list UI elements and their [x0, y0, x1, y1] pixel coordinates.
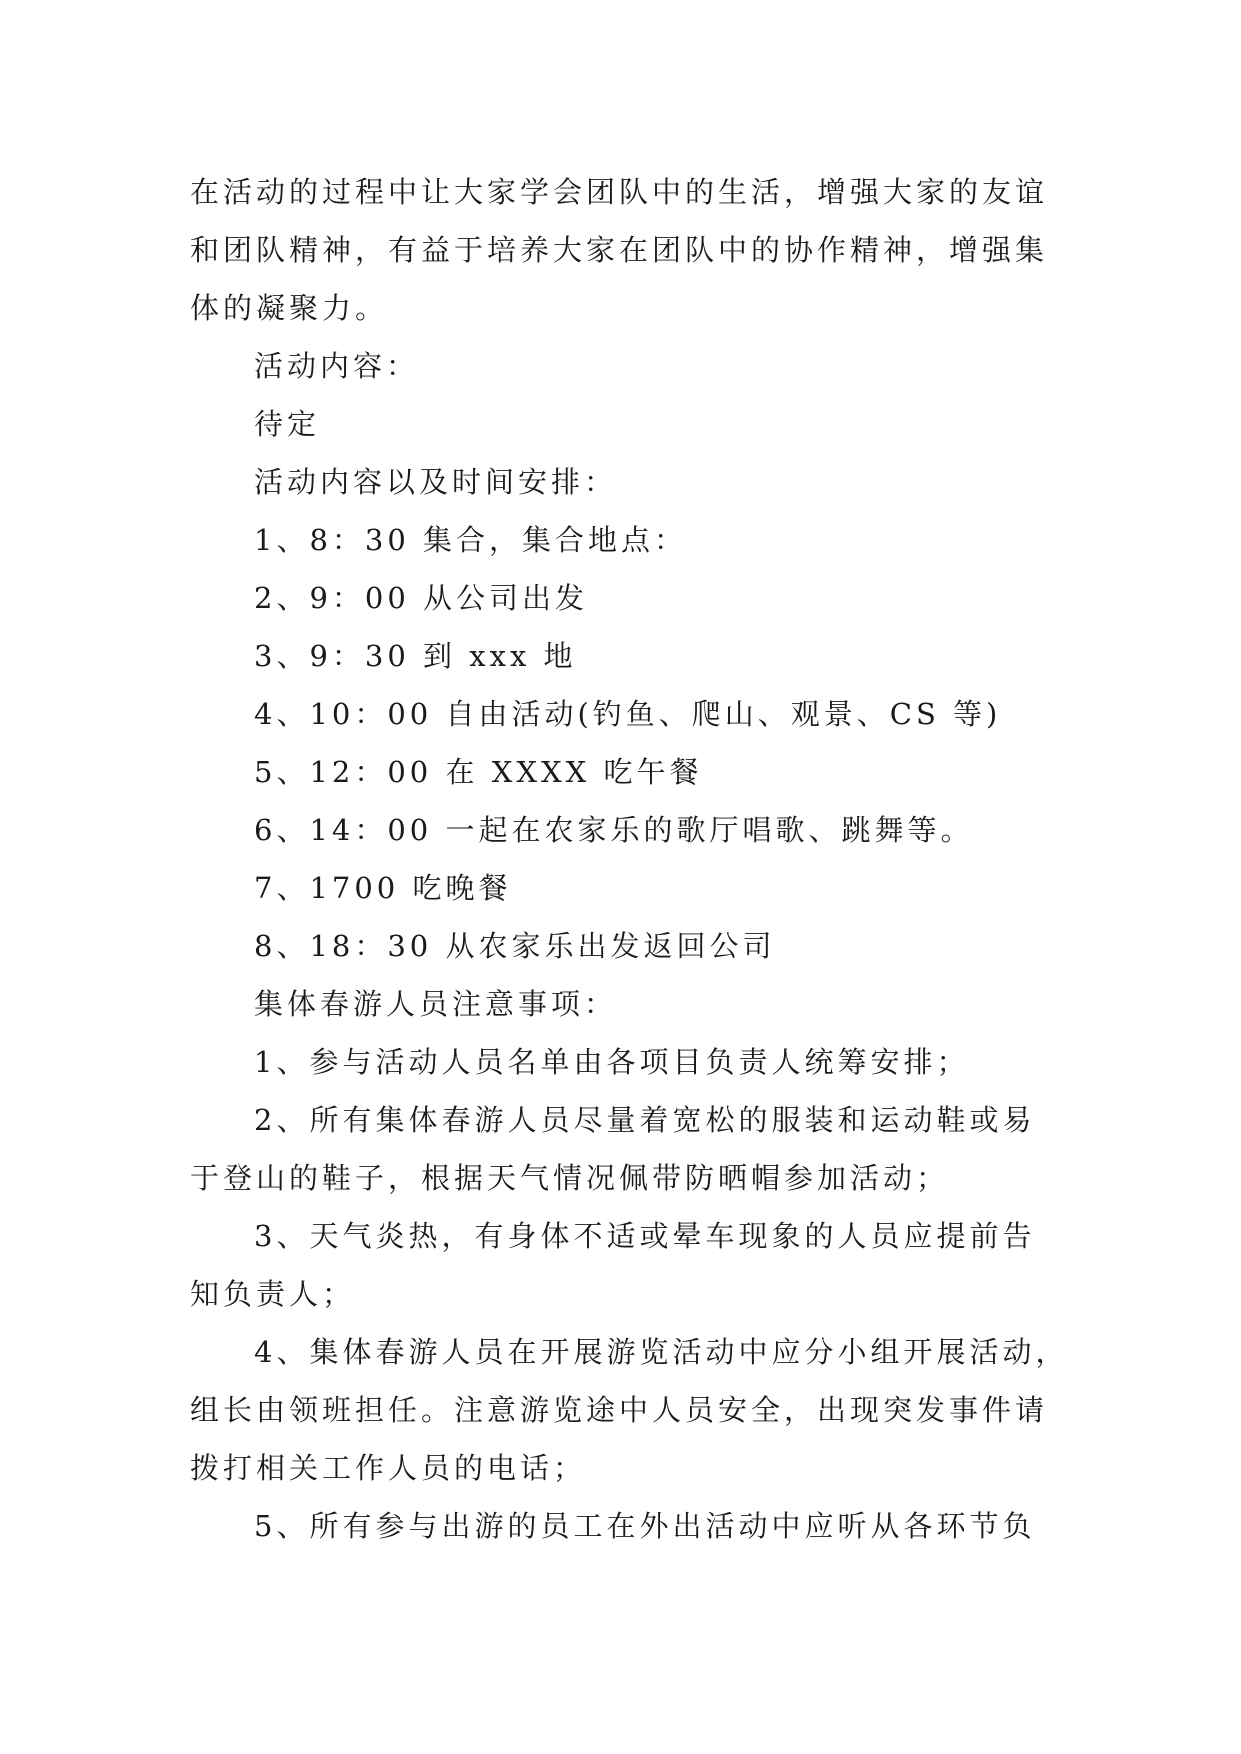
notice-item: 2、所有集体春游人员尽量着宽松的服装和运动鞋或易 — [254, 1103, 1036, 1137]
paragraph-line: 在活动的过程中让大家学会团队中的生活，增强大家的友谊 — [190, 175, 1049, 209]
section-heading: 活动内容： — [254, 349, 420, 383]
notice-item: 1、参与活动人员名单由各项目负责人统筹安排； — [254, 1045, 970, 1079]
paragraph-line: 和团队精神，有益于培养大家在团队中的协作精神，增强集 — [190, 233, 1049, 267]
paragraph-line: 体的凝聚力。 — [190, 291, 389, 325]
document-body — [190, 163, 1069, 1555]
notice-item-continued: 拨打相关工作人员的电话； — [190, 1451, 587, 1485]
paragraph-line: 待定 — [254, 407, 321, 441]
notice-item: 3、天气炎热，有身体不适或晕车现象的人员应提前告 — [254, 1219, 1036, 1253]
schedule-item: 1、8：30 集合，集合地点： — [254, 523, 688, 557]
section-heading: 活动内容以及时间安排： — [254, 465, 618, 499]
schedule-item: 7、1700 吃晚餐 — [254, 871, 512, 905]
schedule-item: 3、9：30 到 xxx 地 — [254, 639, 577, 673]
notice-item: 4、集体春游人员在开展游览活动中应分小组开展活动， — [254, 1335, 1069, 1369]
schedule-item: 2、9：00 从公司出发 — [254, 581, 589, 615]
schedule-item: 4、10：00 自由活动(钓鱼、爬山、观景、CS 等) — [254, 697, 1002, 731]
schedule-item: 5、12：00 在 XXXX 吃午餐 — [254, 755, 703, 789]
notice-item-continued: 于登山的鞋子，根据天气情况佩带防晒帽参加活动； — [190, 1161, 950, 1195]
notice-item-continued: 知负责人； — [190, 1277, 356, 1311]
schedule-item: 8、18：30 从农家乐出发返回公司 — [254, 929, 776, 963]
section-heading: 集体春游人员注意事项： — [254, 987, 618, 1021]
notice-item: 5、所有参与出游的员工在外出活动中应听从各环节负 — [254, 1509, 1036, 1543]
schedule-item: 6、14：00 一起在农家乐的歌厅唱歌、跳舞等。 — [254, 813, 974, 847]
notice-item-continued: 组长由领班担任。注意游览途中人员安全，出现突发事件请 — [190, 1393, 1049, 1427]
